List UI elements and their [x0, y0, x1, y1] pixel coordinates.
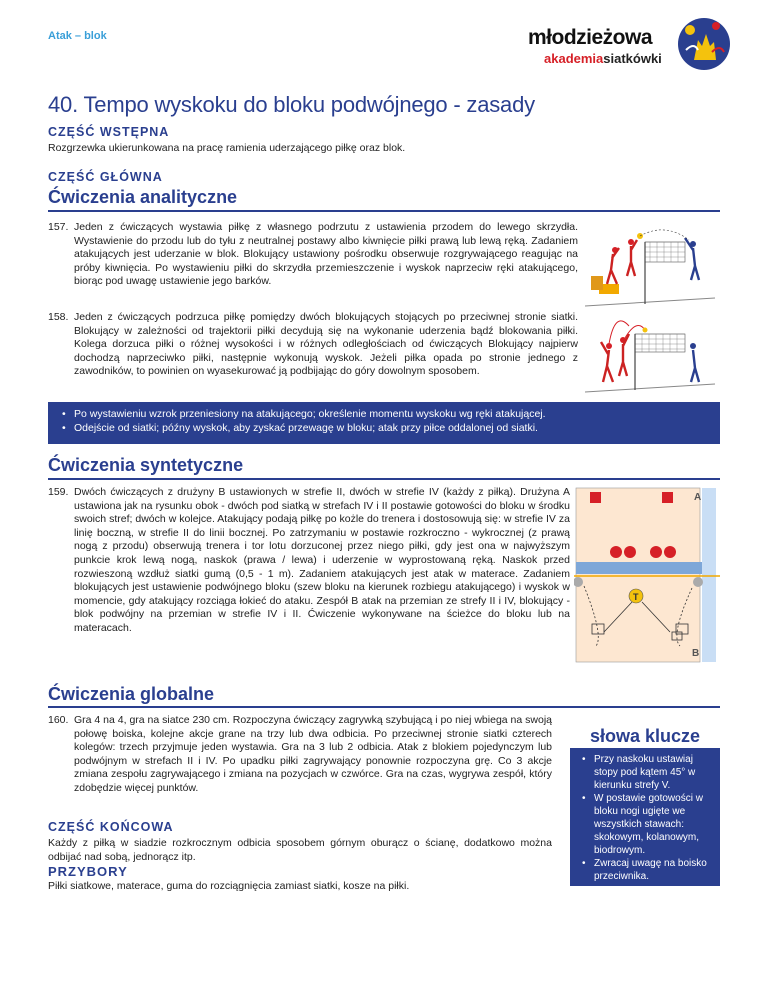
illustration-157: [585, 228, 717, 310]
equipment-heading: PRZYBORY: [48, 864, 128, 879]
page-title: 40. Tempo wyskoku do bloku podwójnego - zasady: [48, 92, 535, 117]
analytic-heading: Ćwiczenia analityczne: [48, 187, 238, 207]
main-heading: CZĘŚĆ GŁÓWNA: [48, 170, 163, 184]
diagram-label-b: B: [692, 648, 700, 659]
exercise-159: [48, 486, 570, 636]
exercise-157-num: 157.: [48, 221, 69, 233]
exercise-159-text: Dwóch ćwiczących z drużyny B ustawionych w strefie II, dwóch w strefie IV (każdy z piłką). Drużyna A ustawiona jak na rysunku obok - dwóch pod siatką w strefach IV i II postawie gotowości do bloku w środku swoich stref; dwóch w kolejce. Atakujący podają piłkę po kożle do trenera i dostosowują się: w strefie IV za linię boczną, w strefie II do linii bocznej. Po zatrzymaniu w postawie rozkroczno - wykrocznej (z prawą nogą z przodu) obserwują trenera i tor lotu dorzuconej przez niego piłki, gdy jest ona w najwyższym punkcie krok lewą nogą, naskok (prawa / lewa) i uderzenie w wyprostowaną ręką. Naskok przed rozwieszoną wzdłuż siatki gumą (0,5 - 1 m). Zadaniem atakujących jest atak w materace. Zadaniem blokujących jest ustawienie podwójnego bloku (szew bloku na kierunek rozbiegu atakującego) i wyskok w momencie, gdy atakujący rozciąga łokieć do ataku. Zespół B atak na przemian ze strefy II i IV, blokujący - blok podwójny na przemian w strefie IV i II. Ćwiczenie wykonywane na ścieżce do bloku lub na materacach.: [74, 486, 570, 634]
global-rule: [48, 706, 720, 708]
exercise-160-num: 160.: [48, 714, 69, 726]
court-diagram-159: [574, 486, 720, 664]
keyword-item: • Przy naskoku ustawiaj stopy pod kątem 45° w kierunku strefy V.: [582, 754, 708, 792]
global-heading: Ćwiczenia globalne: [48, 684, 215, 704]
volleyball-badge-icon: [676, 16, 732, 72]
exercise-158-num: 158.: [48, 311, 69, 323]
keywords-heading: słowa klucze: [589, 726, 701, 746]
analytic-rule: [48, 210, 720, 212]
logo-text-sub-b: siatkówki: [603, 51, 662, 66]
tips-box: [48, 402, 720, 444]
keywords-box: [570, 748, 720, 886]
exercise-160-text: Gra 4 na 4, gra na siatce 230 cm. Rozpoczyna ćwiczący zagrywką szybującą i po niej wbiega na swoją połowę boiska, kolejne akcje grane na trzy lub dwa odbicia. Po przeciwnej stronie siatki czterech kolegów: trzech przyjmuje jeden wystawia. Gra na 3 lub 2 odbicia. Atak z blokiem pojedynczym lub podwójnym w strefach II i IV. Po upadku piłki zagrywający ponownie rozpoczyna grę. Co 3 akcje zmiana zespołu zagrywającego i zmiana na pozycjach w czwórce. Gra na czas, wygrywa zespół, który zdobędzie więcej punktów.: [74, 714, 552, 794]
exercise-158-text: Jeden z ćwiczących podrzuca piłkę pomiędzy dwóch blokujących stojących po przeciwnej stronie siatki. Blokujący w zależności od trajektorii piłki decydują się na wykonanie uderzenia bądź blokowania piłki. Kolega dorzuca piłki o różnej wysokości i w różnych odległościach od ćwiczących Blokujący najpierw dochodzą naprzeciwko piłki, następnie wykonują wyskok. Jeżeli piłka opada po stronie jednego z zawodników, to powinien on wyasekurować ją podbijając do góry dowolnym sposobem.: [74, 311, 578, 378]
final-heading: CZĘŚĆ KOŃCOWA: [48, 820, 174, 834]
final-text: Każdy z piłką w siadzie rozkrocznym odbicia sposobem górnym oburącz o ścianę, dodatkowo można odbijać nad sobą, jednorącz itp.: [48, 837, 552, 863]
exercise-157-text: Jeden z ćwiczących wystawia piłkę z własnego podrzutu z ustawienia przodem do lewego skrzydła. Wystawienie do przodu lub do tyłu z neutralnej postawy albo kiwnięcie piłki prawą lub lewą ręką. Zadaniem atakujących jest uderzanie w blok. Blokujący ustawiony pośrodku obserwuje rozgrywającego reagując na próby kiwnięcia. Po wystawieniu piłki do skrzydła przemieszczenie i wyskok naprzeciw ręki atakującego, biorąc pod uwagę ustawienie jego barków.: [74, 221, 578, 288]
diagram-label-trainer: T: [633, 592, 639, 602]
tip-item: • Odejście od siatki; późny wyskok, aby zyskać przewagę w bloku; atak przy piłce oddalonej od siatki.: [62, 421, 706, 435]
exercise-160: [48, 714, 552, 796]
illustration-158: [585, 316, 717, 398]
synthetic-rule: [48, 478, 720, 480]
topic-label: Atak – blok: [48, 30, 107, 42]
logo-text-sub: [544, 51, 662, 66]
logo-text-main: młodzieżowa: [528, 26, 653, 49]
tip-item: • Po wystawieniu wzrok przeniesiony na atakującego; określenie momentu wyskoku wg ręki atakującej.: [62, 407, 706, 421]
intro-text: Rozgrzewka ukierunkowana na pracę ramienia uderzającego piłkę oraz blok.: [48, 142, 406, 154]
keyword-item: • W postawie gotowości w bloku nogi ugięte we wszystkich stawach: skokowym, kolanowym, biodrowym.: [582, 793, 708, 857]
logo-text-sub-a: akademia: [544, 51, 604, 66]
equipment-text: Piłki siatkowe, materace, guma do rozciągnięcia zamiast siatki, kosze na piłki.: [48, 880, 410, 892]
logo: [520, 16, 730, 76]
exercise-157: [48, 221, 578, 289]
diagram-label-a: A: [694, 492, 702, 503]
intro-heading: CZĘŚĆ WSTĘPNA: [48, 125, 170, 139]
synthetic-heading: Ćwiczenia syntetyczne: [48, 455, 244, 475]
keyword-item: • Zwracaj uwagę na boisko przeciwnika.: [582, 858, 708, 884]
exercise-158: [48, 311, 578, 379]
exercise-159-num: 159.: [48, 486, 69, 498]
